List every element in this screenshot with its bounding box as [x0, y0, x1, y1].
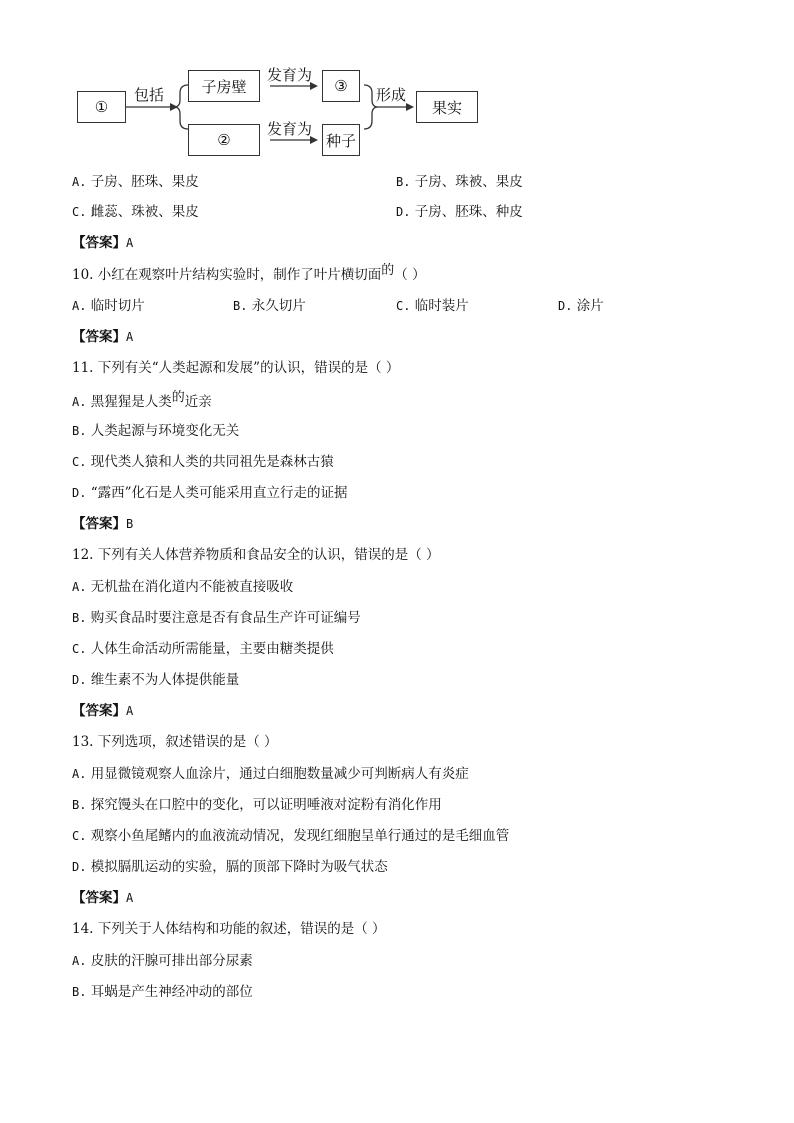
q10-option-c: C. 临时装片: [396, 298, 469, 314]
q14-option-b: B. 耳蜗是产生神经冲动的部位: [72, 984, 253, 1000]
q11-answer: 【答案】B: [72, 516, 134, 532]
q10-option-a: A. 临时切片: [72, 298, 145, 314]
q9-option-d: D. 子房、胚珠、种皮: [396, 204, 523, 220]
q12-stem: 12. 下列有关人体营养物质和食品安全的认识，错误的是（ ）: [72, 547, 440, 563]
q12-option-c: C. 人体生命活动所需能量，主要由糖类提供: [72, 641, 334, 657]
fruit-formation-diagram: [0, 0, 794, 170]
q12-option-d: D. 维生素不为人体提供能量: [72, 672, 240, 688]
q13-option-c: C. 观察小鱼尾鳍内的血液流动情况，发现红细胞呈单行通过的是毛细血管: [72, 828, 510, 844]
q10-option-b: B. 永久切片: [233, 298, 306, 314]
q9-option-a: A. 子房、胚珠、果皮: [72, 174, 199, 190]
q13-option-a: A. 用显微镜观察人血涂片，通过白细胞数量减少可判断病人有炎症: [72, 766, 469, 782]
q9-option-c: C. 雌蕊、珠被、果皮: [72, 204, 199, 220]
q13-stem: 13. 下列选项，叙述错误的是（ ）: [72, 734, 278, 750]
diagram-box-2: ②: [188, 124, 260, 156]
q9-answer: 【答案】A: [72, 235, 134, 251]
q11-option-d: D. “露西”化石是人类可能采用直立行走的证据: [72, 485, 348, 501]
q13-option-d: D. 模拟膈肌运动的实验，膈的顶部下降时为吸气状态: [72, 859, 388, 875]
label-forms: 形成: [376, 86, 407, 104]
q13-answer: 【答案】A: [72, 890, 134, 906]
q12-option-a: A. 无机盐在消化道内不能被直接吸收: [72, 579, 294, 595]
q9-option-b: B. 子房、珠被、果皮: [396, 174, 523, 190]
diagram-box-fruit: 果实: [416, 91, 478, 123]
label-develops-top: 发育为: [267, 66, 313, 84]
q10-answer: 【答案】A: [72, 329, 134, 345]
diagram-box-seed: 种子: [322, 124, 360, 156]
q11-option-b: B. 人类起源与环境变化无关: [72, 423, 240, 439]
label-develops-bottom: 发育为: [267, 120, 313, 138]
q11-option-a: A. 黑猩猩是人类的近亲: [72, 390, 212, 410]
q14-stem: 14. 下列关于人体结构和功能的叙述，错误的是（ ）: [72, 921, 386, 937]
q11-stem: 11. 下列有关“人类起源和发展”的认识，错误的是（ ）: [72, 360, 400, 376]
label-includes: 包括: [134, 86, 165, 104]
q12-answer: 【答案】A: [72, 703, 134, 719]
q11-option-c: C. 现代类人猿和人类的共同祖先是森林古猿: [72, 454, 334, 470]
diagram-box-3: ③: [322, 70, 360, 102]
diagram-box-1: ①: [77, 91, 126, 123]
q12-option-b: B. 购买食品时要注意是否有食品生产许可证编号: [72, 610, 361, 626]
q14-option-a: A. 皮肤的汗腺可排出部分尿素: [72, 953, 253, 969]
q13-option-b: B. 探究馒头在口腔中的变化，可以证明唾液对淀粉有消化作用: [72, 797, 442, 813]
q10-stem: 10. 小红在观察叶片结构实验时，制作了叶片横切面的（ ）: [72, 263, 426, 283]
diagram-box-ovary-wall: 子房壁: [188, 70, 260, 102]
q10-option-d: D. 涂片: [558, 298, 604, 314]
